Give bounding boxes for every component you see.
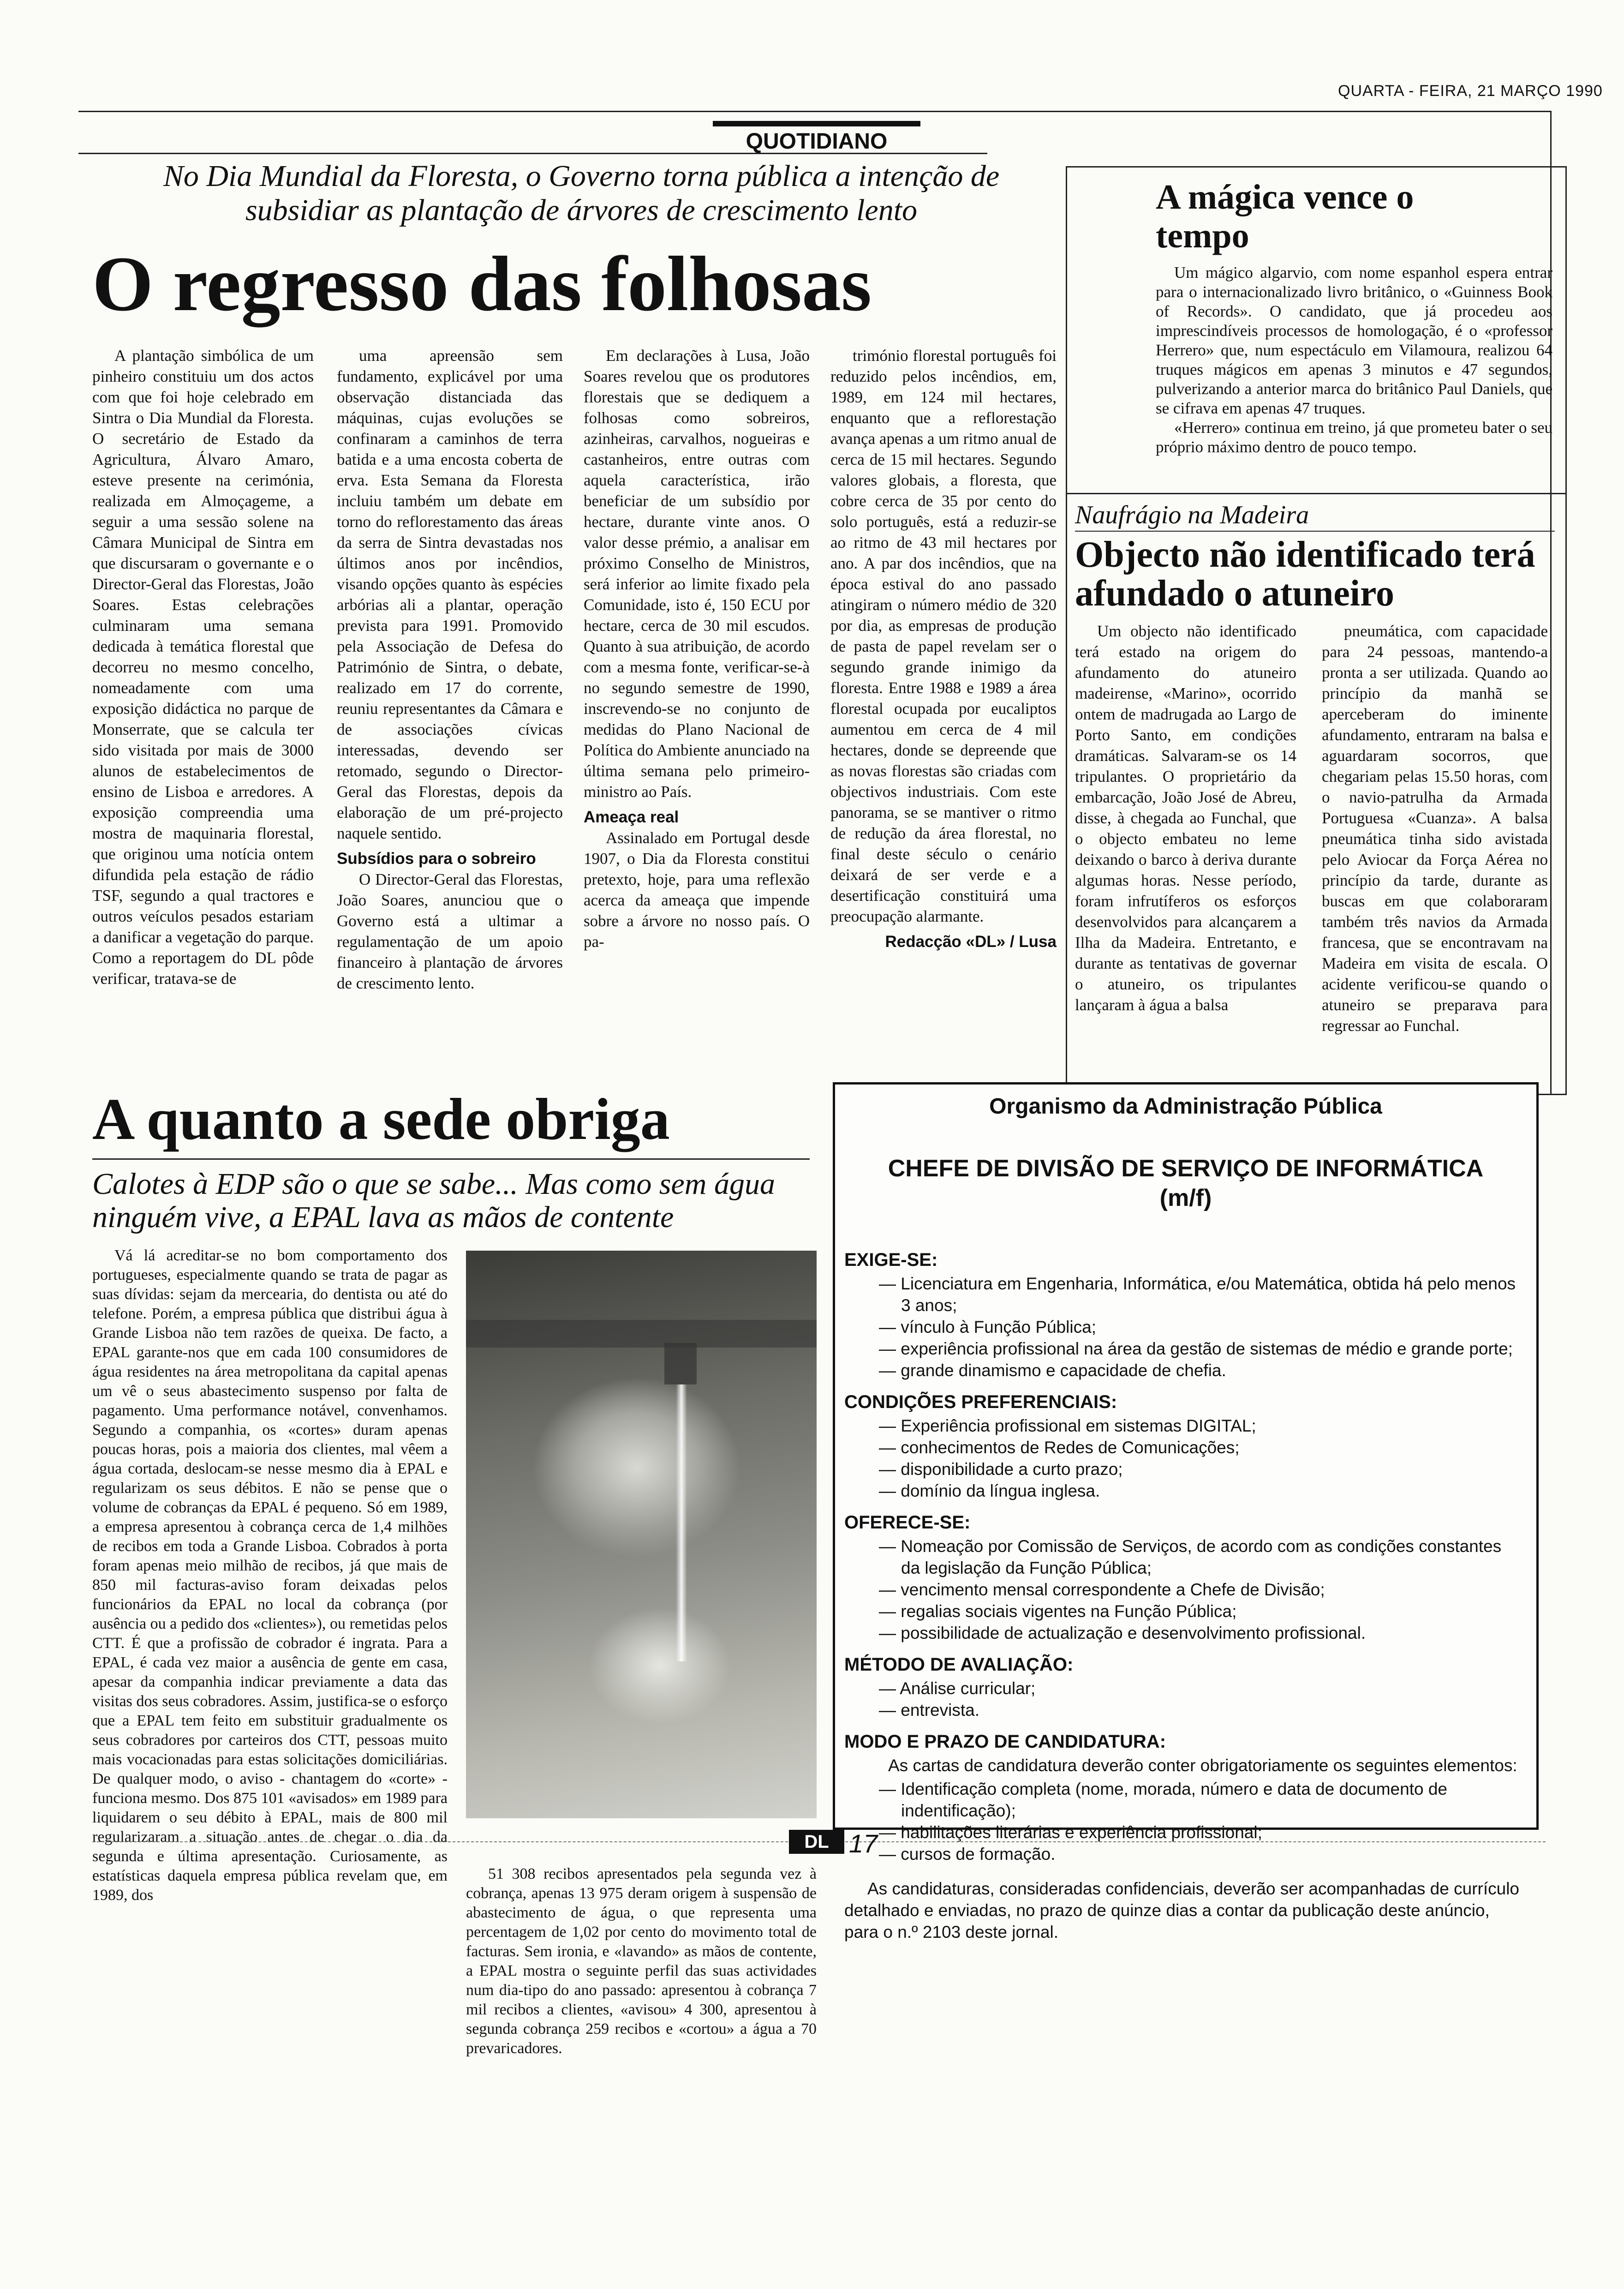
article-text: uma apreensão sem fundamento, explicável por uma observação distanciada das máquinas, cujas evoluções se confinaram a caminhos de terra batida e a uma encosta coberta de erva. Esta Semana da Floresta incluiu também um debate em torno do reflorestamento das áreas da serra de Sintra devastadas nos últimos anos por incêndios, visando opções quanto às espécies arbórias ali a plantar, operação prevista para 1991. Promovido pela Associação de Defesa do Património de Sintra, o debate, realizado em 17 do corrente, reuniu representantes da Câmara e de associações cívicas interessadas, devendo ser retomado, segundo o Director-Geral das Florestas, depois da elaboração de um pré-projecto naquele sentido. bbox=[337, 347, 563, 842]
magica-title: A mágica vence o tempo bbox=[1156, 178, 1414, 255]
article-text: A plantação simbólica de um pinheiro constituiu um dos actos com que foi hoje celebrado em Sintra o Dia Mundial da Floresta. O secretário de Estado da Agricultura, Álvaro Amaro, esteve presente na cerimónia, realizada em Almoçageme, a seguir a uma sessão solene na Câmara Municipal de Sintra em que discursaram o governante e o Director-Geral das Florestas, João Soares. Estas celebrações culminaram uma semana dedicada à temática florestal que decorreu no mesmo concelho, nomeadamente com uma exposição didáctica no parque de Monserrate, que se calcula ter sido visitada por mais de 3000 alunos de estabelecimentos de ensino de Lisboa e arredores. A exposição compreendia uma mostra de maquinaria florestal, que originou uma notícia ontem difundida pela estação de rádio TSF, segundo a qual tractores e outros veículos pesados estariam a danificar a vegetação do parque. Como a reportagem do DL pôde verificar, tratava-se de bbox=[92, 347, 314, 988]
article-text: pneumática, com capacidade para 24 pessoas, mantendo-a pronta a ser utilizada. Quando ao princípio da manhã se aperceberam do iminente afundamento, entraram na balsa e aguardaram socorros, que chegariam pelas 15.50 horas, com o navio-patrulha da Armada Portuguesa «Cuanza». A balsa pneumática tinha sido avistada pelo Aviocar da Força Aérea no princípio da tarde, durante as buscas em que colaboraram também três navios da Armada francesa, que se encontravam na Madeira em visita de escala. O acidente verificou-se quando o atuneiro se preparava para regressar ao Funchal. bbox=[1322, 622, 1548, 1035]
article-text: 51 308 recibos apresentados pela segunda vez à cobrança, apenas 13 975 deram origem à suspensão de abastecimento de água, o que representa uma percentagem de 1,02 por cento do movimento total de facturas. Sem ironia, e «lavando» as mãos de contente, a EPAL mostra o seguinte perfil das suas actividades num dia-tipo do ano passado: apresentou à cobrança 7 mil recibos a clientes, «avisou» 4 300, apresentou à segunda cobrança 259 recibos e «cortou» a água a 70 prevaricadores. bbox=[466, 1865, 817, 2057]
ad-list-modo bbox=[844, 1778, 1525, 1865]
article-text: Um objecto não identificado terá estado na origem do afundamento do atuneiro madeirense, «Marino», ocorrido ontem de madrugada ao Largo de Porto Santo, em condições dramáticas. Salvaram-se os 14 tripulantes. O proprietário da embarcação, João José de Abreu, disse, à chegada ao Funchal, que o objecto embateu no leme deixando o barco à deriva durante algumas horas. Nesse período, foram infrutíferos os esforços desenvolvidos para alcançarem a Ilha da Madeira. Entretanto, e durante as tentativas de governar o atuneiro, os tripulantes lançaram à água a balsa bbox=[1075, 622, 1296, 1014]
ad-heading-modo: MODO E PRAZO DE CANDIDATURA: bbox=[844, 1732, 1166, 1752]
article-text: trimónio florestal português foi reduzido pelos incêndios, em, 1989, em 124 mil hectares, enquanto que a reflorestação avança apenas a um ritmo anual de cerca de 15 mil hectares. Segundo valores globais, a floresta, que cobre cerca de 35 por cento do solo português, está a reduzir-se ao ritmo de 43 mil hectares por ano. A par dos incêndios, que na época estival do ano passado atingiram o número médio de 320 por dia, as empresas de produção de pasta de papel revelam ser o segundo grande inimigo da floresta. Entre 1988 e 1989 a área florestal ocupada por eucaliptos aumentou em cerca de 4 mil hectares, donde se depreende que as novas florestas são criadas com objectivos industriais. Com este panorama, se se mantiver o ritmo de redução da área florestal, no final deste século o cenário deixará de ser verde e a desertificação constituirá uma preocupação alarmante. bbox=[830, 347, 1057, 925]
article-text: «Herrero» continua em treino, já que prometeu bater o seu próprio máximo dentro de pouco tempo. bbox=[1156, 419, 1552, 456]
ad-list-item: — habilitações literárias e experiência profissional; bbox=[879, 1822, 1525, 1843]
folhosas-headline: O regresso das folhosas bbox=[92, 240, 872, 327]
ad-list-item: — regalias sociais vigentes na Função Pública; bbox=[879, 1600, 1525, 1622]
folhosas-column-3 bbox=[584, 345, 810, 1100]
ad-list-item: — entrevista. bbox=[879, 1699, 1525, 1721]
subheading: Ameaça real bbox=[584, 808, 679, 826]
article-text: Assinalado em Portugal desde 1907, o Dia da Floresta constitui pretexto, hoje, para uma reflexão acerca da ameaça que impende sobre a árvore no nosso país. O pa- bbox=[584, 829, 810, 951]
ad-list-item: — experiência profissional na área da gestão de sistemas de médio e grande porte; bbox=[879, 1338, 1525, 1360]
ad-list-item: — disponibilidade a curto prazo; bbox=[879, 1458, 1525, 1480]
ad-title-text: CHEFE DE DIVISÃO DE SERVIÇO DE INFORMÁTICA bbox=[888, 1155, 1484, 1182]
ad-list-item: — possibilidade de actualização e desenvolvimento profissional. bbox=[879, 1622, 1525, 1644]
section-label: QUOTIDIANO bbox=[713, 121, 920, 157]
naufragio-kicker: Naufrágio na Madeira bbox=[1075, 501, 1309, 529]
sede-kicker: Calotes à EDP são o que se sabe... Mas como sem água ninguém vive, a EPAL lava as mãos de contente bbox=[92, 1167, 775, 1234]
naufragio-column-1 bbox=[1075, 621, 1296, 1087]
section-rule bbox=[78, 153, 987, 154]
ad-subtitle: (m/f) bbox=[1159, 1185, 1212, 1211]
article-text: O Director-Geral das Florestas, João Soares, anunciou que o Governo está a ultimar a regulamentação de um apoio financeiro à plantação de árvores de crescimento lento. bbox=[337, 870, 563, 992]
ad-list-item: — vencimento mensal correspondente a Chefe de Divisão; bbox=[879, 1579, 1525, 1600]
sede-rule bbox=[92, 1158, 810, 1160]
sede-column-2 bbox=[466, 1864, 817, 2057]
folhosas-column-1 bbox=[92, 345, 314, 1100]
sede-column-1 bbox=[92, 1246, 448, 1904]
ad-list-item: — domínio da língua inglesa. bbox=[879, 1480, 1525, 1502]
folhosas-column-4 bbox=[830, 345, 1057, 1100]
ad-modo-intro: As cartas de candidatura deverão conter obrigatoriamente os seguintes elementos: bbox=[888, 1756, 1517, 1775]
byline: Redacção «DL» / Lusa bbox=[885, 933, 1057, 951]
ad-heading-exige: EXIGE-SE: bbox=[844, 1250, 938, 1270]
ad-heading-condicoes: CONDIÇÕES PREFERENCIAIS: bbox=[844, 1392, 1117, 1412]
ad-organisation: Organismo da Administração Pública bbox=[989, 1094, 1382, 1119]
page-number: 17 bbox=[849, 1829, 878, 1858]
subheading: Subsídios para o sobreiro bbox=[337, 850, 536, 868]
dl-logo: DL bbox=[789, 1830, 844, 1854]
ad-list-metodo bbox=[844, 1678, 1525, 1721]
ad-list-condicoes bbox=[844, 1415, 1525, 1502]
ad-list-item: — grande dinamismo e capacidade de chefia. bbox=[879, 1360, 1525, 1381]
ad-list-item: — Identificação completa (nome, morada, número e data de documento de indentificação); bbox=[879, 1778, 1525, 1822]
magica-body bbox=[1156, 263, 1552, 457]
ad-title bbox=[835, 1154, 1536, 1213]
ad-list-item: — cursos de formação. bbox=[879, 1843, 1525, 1865]
naufragio-column-2 bbox=[1322, 621, 1548, 1087]
ad-list-item: — vínculo à Função Pública; bbox=[879, 1316, 1525, 1338]
ad-heading-oferece: OFERECE-SE: bbox=[844, 1512, 971, 1533]
sede-headline: A quanto a sede obriga bbox=[92, 1086, 670, 1152]
tap-spout bbox=[664, 1343, 697, 1384]
ad-list-item: — Análise curricular; bbox=[879, 1678, 1525, 1699]
ad-list-item: — conhecimentos de Redes de Comunicações; bbox=[879, 1437, 1525, 1458]
ad-list-oferece bbox=[844, 1535, 1525, 1644]
tap-pipe bbox=[466, 1320, 817, 1348]
ad-list-item: — Experiência profissional em sistemas DIGITAL; bbox=[879, 1415, 1525, 1437]
ad-list-item: — Licenciatura em Engenharia, Informática, e/ou Matemática, obtida há pelo menos 3 anos; bbox=[879, 1273, 1525, 1316]
ad-closing: As candidaturas, consideradas confidenciais, deverão ser acompanhadas de currículo detalhado e enviadas, no prazo de quinze dias a contar da publicação deste anúncio, para o n.º 2103 deste jornal. bbox=[844, 1879, 1519, 1941]
article-text: Em declarações à Lusa, João Soares revelou que os produtores florestais que se dediquem a folhosas como sobreiros, azinheiras, carvalhos, nogueiras e castanheiros, entre outras com aquela característica, irão beneficiar de um subsídio por hectare, durante vinte anos. O valor desse prémio, a analisar em próximo Conselho de Ministros, será inferior ao limite fixado pela Comunidade, isto é, 150 ECU por hectare, cerca de 30 mil escudos. Quanto à sua atribuição, de acordo com a mesma fonte, verificar-se-à no segundo semestre de 1990, inscrevendo-se no conjunto de medidas do Plano Nacional de Política do Ambiente anunciado na última semana pelo primeiro-ministro ao País. bbox=[584, 347, 810, 801]
article-text: Vá lá acreditar-se no bom comportamento dos portugueses, especialmente quando se trata de pagar as suas dívidas: sejam da mercearia, do dentista ou até do telefone. Porém, a empresa pública que distribui água à Grande Lisboa não tem razões de queixa. De facto, a EPAL garante-nos que em cada 100 consumidores de água residentes na área metropolitana da capital apenas um vê o seus abastecimento suspenso por falta de pagamento. Uma performance notável, convenhamos. Segundo a companhia, os «cortes» duram apenas poucas horas, pois a maioria dos clientes, mal vêem a água cortada, deslocam-se nesse mesmo dia à EPAL e regularizam os seus débitos. E não se pense que o volume de cobranças da EPAL é pequeno. Só em 1989, a empresa apresentou à cobrança cerca de 1,4 milhões de recibos em toda a Grande Lisboa. Cobrados à porta foram apenas meio milhão de recibos, já que mais de 850 mil facturas-aviso foram deixadas pelos funcionários da EPAL no local da cobrança (por ausência ou a pedido dos «clientes»), ou remetidas pelos CTT. É que a profissão de cobrador é ingrata. Para a EPAL, é cada vez maior a ausência de gente em casa, apesar da companhia indicar previamente a data das visitas dos seus cobradores. Assim, justifica-se o esforço que a EPAL tem feito em substituir gradualmente os seus cobradores por carteiros dos CTT, pessoas muito mais vocacionadas para estas solicitações domiciliárias. De qualquer modo, o aviso - chantagem do «corte» - funciona mesmo. Dos 875 101 «avisados» em 1989 para liquidarem o seu débito à EPAL, mais de 800 mil regularizaram a situação antes de chegar o dia da segunda e última apresentação. Curiosamente, as estatísticas daquela empresa pública revelam que, em 1989, dos bbox=[92, 1247, 448, 1904]
naufragio-rule bbox=[1075, 531, 1555, 532]
ad-list-exige bbox=[844, 1273, 1525, 1381]
ad-list-item: — Nomeação por Comissão de Serviços, de acordo com as condições constantes da legislação da Função Pública; bbox=[879, 1535, 1525, 1579]
folhosas-column-2 bbox=[337, 345, 563, 1100]
folhosas-kicker: No Dia Mundial da Floresta, o Governo torna pública a intenção de subsidiar as plantação de árvores de crescimento lento bbox=[163, 159, 1000, 227]
naufragio-title: Objecto não identificado terá afundado o atuneiro bbox=[1075, 534, 1535, 614]
water-stream bbox=[676, 1384, 687, 1661]
article-text: Um mágico algarvio, com nome espanhol espera entrar para o internacionalizado livro britânico, o «Guinness Book of Records». O candidato, que já procedeu aos imprescindíveis processos de homologação, é o «professor Herrero» que, num espectáculo em Vilamoura, realizou 64 truques mágicos em apenas 3 minutos e 47 segundos, pulverizando a anterior marca do britânico Paul Daniels, que se cifrava em apenas 47 truques. bbox=[1156, 264, 1552, 417]
water-tap-photo bbox=[466, 1251, 817, 1818]
ad-heading-metodo: MÉTODO DE AVALIAÇÃO: bbox=[844, 1654, 1074, 1675]
dateline: QUARTA - FEIRA, 21 MARÇO 1990 bbox=[1338, 82, 1603, 100]
ad-content bbox=[844, 1239, 1525, 1943]
